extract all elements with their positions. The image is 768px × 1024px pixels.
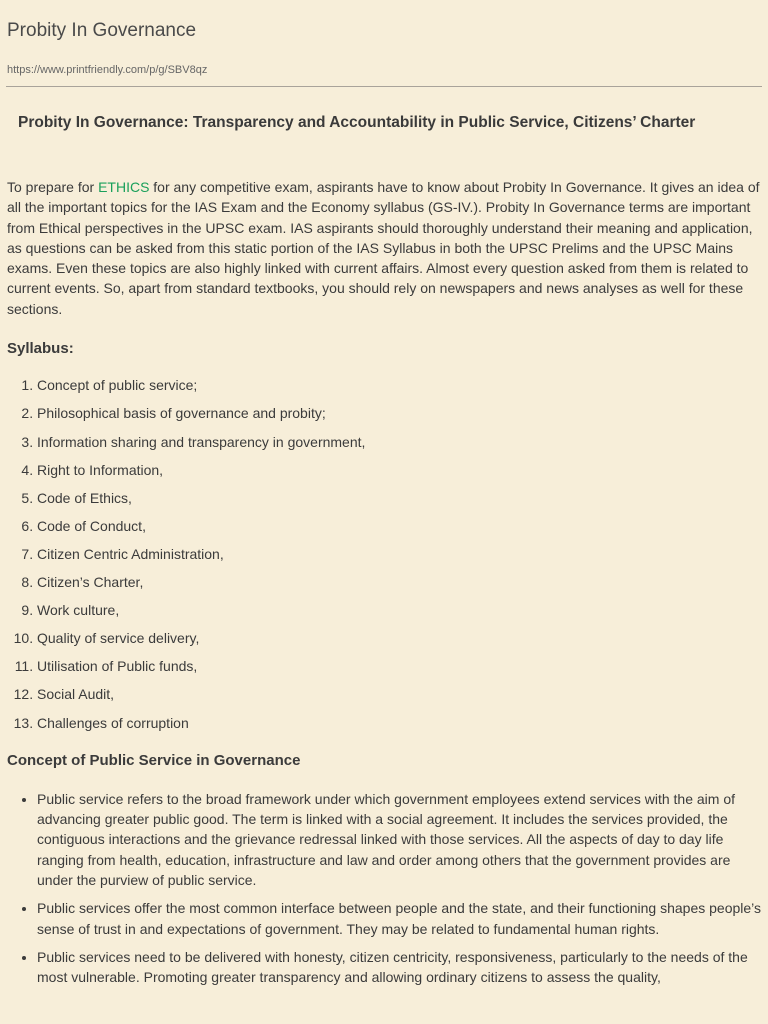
- syllabus-heading: Syllabus:: [7, 340, 74, 358]
- syllabus-item: 13. Challenges of corruption: [37, 713, 763, 741]
- syllabus-item: 7. Citizen Centric Administration,: [37, 544, 763, 572]
- syllabus-item: 9. Work culture,: [37, 600, 763, 628]
- article-body: [7, 177, 763, 996]
- intro-paragraph: [7, 177, 763, 319]
- syllabus-item: 1. Concept of public service;: [37, 375, 763, 403]
- ethics-link[interactable]: ETHICS: [98, 179, 150, 195]
- page-title: Probity In Governance: [7, 20, 197, 41]
- syllabus-item: 12. Social Audit,: [37, 684, 763, 712]
- syllabus-item: 10. Quality of service delivery,: [37, 628, 763, 656]
- concept-heading: Concept of Public Service in Governance: [7, 751, 301, 769]
- intro-text-before: To prepare for: [7, 179, 99, 195]
- syllabus-list: [7, 375, 763, 740]
- syllabus-item: 3. Information sharing and transparency in government,: [37, 432, 763, 460]
- syllabus-item: 8. Citizen’s Charter,: [37, 572, 763, 600]
- concept-item: • Public services offer the most common interface between people and the state, and their functioning shapes people’s sense of trust in and expectations of government. They may be related to fundamental human rights.: [37, 898, 763, 939]
- concept-item: • Public service refers to the broad framework under which government employees extend services with the aim of advancing greater public good. The term is linked with a social agreement. It includes the services provided, the contiguous interactions and the grievance redressal linked with those services. All the aspects of day to day life ranging from health, education, infrastructure and law and order among others that the government provides are under the purview of public service.: [37, 789, 763, 890]
- header-divider: [6, 86, 762, 87]
- concept-item: • Public services need to be delivered with honesty, citizen centricity, responsiveness, particularly to the needs of the most vulnerable. Promoting greater transparency and allowing ordinary citizens to assess the quality,: [37, 947, 763, 988]
- syllabus-item: 6. Code of Conduct,: [37, 516, 763, 544]
- concept-list: [7, 789, 763, 988]
- syllabus-item: 2. Philosophical basis of governance and probity;: [37, 403, 763, 431]
- syllabus-item: 4. Right to Information,: [37, 460, 763, 488]
- intro-text-after: for any competitive exam, aspirants have to know about Probity In Governance. It gives an idea of all the important topics for the IAS Exam and the Economy syllabus (GS-IV.). Probity In Governance terms are important from Ethical perspectives in the UPSC exam. IAS aspirants should thoroughly understand their meaning and application, as questions can be asked from this static portion of the IAS Syllabus in both the UPSC Prelims and the UPSC Mains exams. Even these topics are also highly linked with current affairs. Almost every question asked from them is related to current events. So, apart from standard textbooks, you should rely on newspapers and news analyses as well for these sections.: [7, 179, 760, 317]
- syllabus-item: 5. Code of Ethics,: [37, 488, 763, 516]
- article-heading: Probity In Governance: Transparency and Accountability in Public Service, Citizens’ Charter: [18, 114, 696, 131]
- page-url: https://www.printfriendly.com/p/g/SBV8qz: [7, 64, 208, 76]
- syllabus-item: 11. Utilisation of Public funds,: [37, 656, 763, 684]
